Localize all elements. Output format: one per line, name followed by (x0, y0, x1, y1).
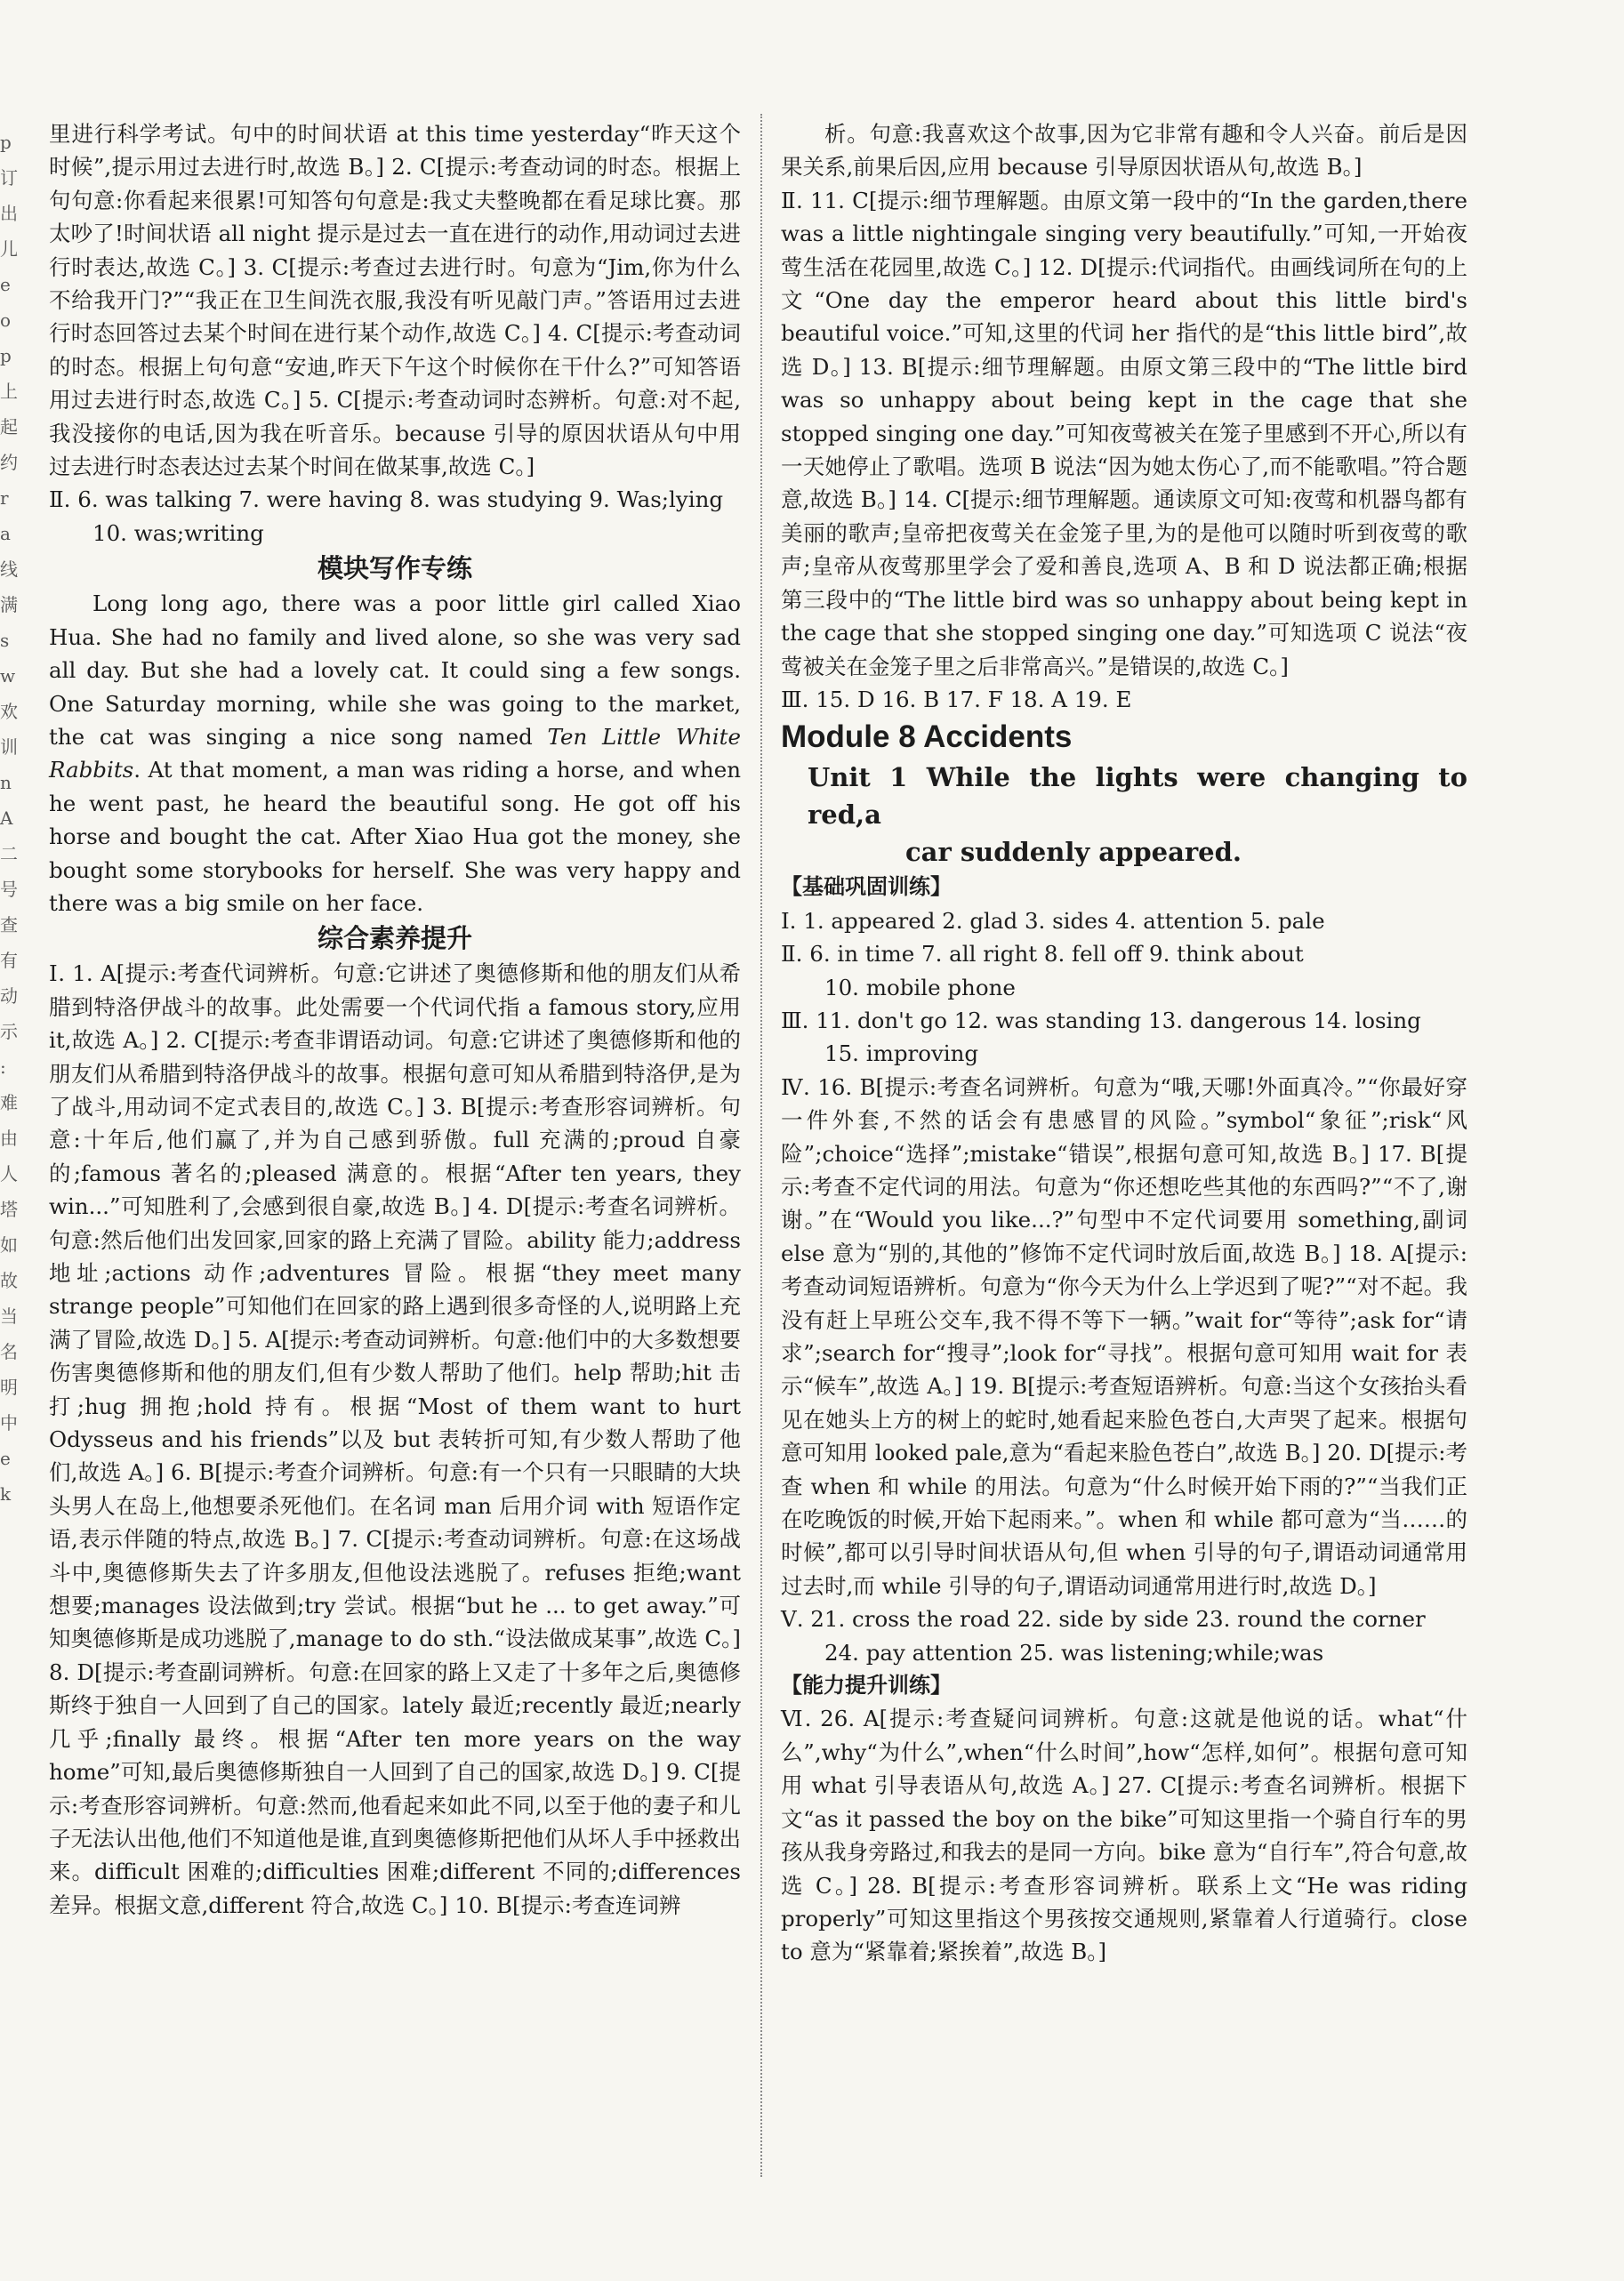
page-edge-text: p 订 出 儿 e o p 上 起 约 r a 线 满 s w 欢 训 n A 二 号 查 有 动 示 : 难 由 人 塔 如 故 当 名 明 中 e k (0, 132, 18, 1505)
answer-line: Ⅱ. 6. in time 7. all right 8. fell off 9. think about (781, 941, 1304, 968)
module-title: Module 8 Accidents (781, 719, 1073, 755)
answer-line: 15. improving (824, 1040, 979, 1067)
answer-line: 10. mobile phone (824, 974, 1016, 1000)
answer-paragraph: Ⅵ. 26. A[提示:考查疑问词辨析。句意:这就是他说的话。what“什么”,why“为什么”,when“什么时间”,how“怎样,如何”。根据句意可知用 what 引导表语从句,故选 A。] 27. C[提示:考查名词辨析。根据下文“as it passed the boy on the bike”可知这里指一个骑自行车的男孩从我身旁路过,和我去的是同一方向。bike 意为“自行车”,符合句意,故选 C。] 28. B[提示:考查形容词辨析。联系上文“He was riding properly”可知这里指这个男孩按交通规则,紧靠着人行道骑行。close to 意为“紧靠着;紧挨着”,故选 B。] (781, 1706, 1467, 1965)
writing-sample (49, 587, 741, 920)
section-heading-writing: 模块写作专练 (317, 553, 472, 584)
answer-line: Ⅲ. 15. D 16. B 17. F 18. A 19. E (781, 686, 1132, 712)
unit-title-continued: car suddenly appeared. (905, 837, 1242, 868)
writing-text: Long long ago, there was a poor little girl called Xiao Hua. She had no family and lived alone, so she was very sad all day. But she had a lovely cat. It could sing a few songs. One Saturday morning, while she was going to the market, the cat was singing a nice song named (49, 590, 741, 750)
answer-paragraph: Ⅳ. 16. B[提示:考查名词辨析。句意为“哦,天哪!外面真冷。”“你最好穿一件外套,不然的话会有患感冒的风险。”symbol“象征”;risk“风险”;choice“选择”;mistake“错误”,根据句意可知,故选 B。] 17. B[提示:考查不定代词的用法。句意为“你还想吃些其他的东西吗?”“不了,谢谢。”在“Would you like...?”句型中不定代词要用 something,副词 else 意为“别的,其他的”修饰不定代词时放后面,故选 B。] 18. A[提示:考查动词短语辨析。句意为“你今天为什么上学迟到了呢?”“对不起。我没有赶上早班公交车,我不得不等下一辆。”wait for“等待”;ask for“请求”;search for“搜寻”;look for“寻找”。根据句意可知用 wait for 表示“候车”,故选 A。] 19. B[提示:考查短语辨析。句意:当这个女孩抬头看见在她头上方的树上的蛇时,她看起来脸色苍白,大声哭了起来。根据句意可知用 looked pale,意为“看起来脸色苍白”,故选 B。] 20. D[提示:考查 when 和 while 的用法。句意为“什么时候开始下雨的?”“当我们正在吃晚饭的时候,开始下起雨来。”。when 和 while 都可意为“当……的时候”,都可以引导时间状语从句,但 when 引导的句子,谓语动词通常用过去时,而 while 引导的句子,谓语动词通常用进行时,故选 D。] (781, 1073, 1467, 1599)
unit-title: Unit 1 While the lights were changing to red,a (808, 762, 1467, 831)
answer-line: Ⅰ. 1. appeared 2. glad 3. sides 4. attention 5. pale (781, 907, 1325, 934)
answer-paragraph: Ⅰ. 1. A[提示:考查代词辨析。句意:它讲述了奥德修斯和他的朋友们从希腊到特洛伊战斗的故事。此处需要一个代词代指 a famous story,应用 it,故选 A。] 2. C[提示:考查非谓语动词。句意:它讲述了奥德修斯和他的朋友们从希腊到特洛伊战斗的故事。根据句意可知从希腊到特洛伊,是为了战斗,用动词不定式表目的,故选 C。] 3. B[提示:考查形容词辨析。句意:十年后,他们赢了,并为自己感到骄傲。full 充满的;proud 自豪的;famous 著名的;pleased 满意的。根据“After ten years, they win...”可知胜利了,会感到很自豪,故选 B。] 4. D[提示:考查名词辨析。句意:然后他们出发回家,回家的路上充满了冒险。ability 能力;address 地址;actions 动作;adventures 冒险。根据“they meet many strange people”可知他们在回家的路上遇到很多奇怪的人,说明路上充满了冒险,故选 D。] 5. A[提示:考查动词辨析。句意:他们中的大多数想要伤害奥德修斯和他的朋友们,但有少数人帮助了他们。help 帮助;hit 击打;hug 拥抱;hold 持有。根据“Most of them want to hurt Odysseus and his friends”以及 but 表转折可知,有少数人帮助了他们,故选 A。] 6. B[提示:考查介词辨析。句意:有一个只有一只眼睛的大块头男人在岛上,他想要杀死他们。在名词 man 后用介词 with 短语作定语,表示伴随的特点,故选 B。] 7. C[提示:考查动词辨析。句意:在这场战斗中,奥德修斯失去了许多朋友,但他设法逃脱了。refuses 拒绝;want 想要;manages 设法做到;try 尝试。根据“but he ... to get away.”可知奥德修斯是成功逃脱了,manage to do sth.“设法做成某事”,故选 C。] 8. D[提示:考查副词辨析。句意:在回家的路上又走了十多年之后,奥德修斯终于独自一人回到了自己的国家。lately 最近;recently 最近;nearly 几乎;finally 最终。根据“After ten more years on the way home”可知,最后奥德修斯独自一人回到了自己的国家,故选 D。] 9. C[提示:考查形容词辨析。句意:然而,他看起来如此不同,以至于他的妻子和儿子无法认出他,他们不知道他是谁,直到奥德修斯把他们从坏人手中拯救出来。difficult 困难的;difficulties 困难;different 不同的;differences 差异。根据文意,different 符合,故选 C。] 10. B[提示:考查连词辨 (49, 960, 741, 1918)
right-column (781, 117, 1467, 1969)
answer-paragraph: Ⅱ. 11. C[提示:细节理解题。由原文第一段中的“In the garden,there was a little nightingale singing very beautifully.”可知,一开始夜莺生活在花园里,故选 C。] 12. D[提示:代词指代。由画线词所在句的上文“One day the emperor heard about this little bird's beautiful voice.”可知,这里的代词 her 指代的是“this little bird”,故选 D。] 13. B[提示:细节理解题。由原文第三段中的“The little bird was so unhappy about being kept in the cage that she stopped singing one day.”可知夜莺被关在笼子里感到不开心,所以有一天她停止了歌唱。选项 B 说法“因为她太伤心了,而不能歌唱。”符合题意,故选 B。] 14. C[提示:细节理解题。通读原文可知:夜莺和机器鸟都有美丽的歌声;皇帝把夜莺关在金笼子里,为的是他可以随时听到夜莺的歌声;皇帝从夜莺那里学会了爱和善良,选项 A、B 和 D 说法都正确;根据第三段中的“The little bird was so unhappy about being kept in the cage that she stopped singing one day.”可知选项 C 说法“夜莺被关在金笼子里之后非常高兴。”是错误的,故选 C。] (781, 187, 1467, 679)
answer-paragraph: 析。句意:我喜欢这个故事,因为它非常有趣和令人兴奋。前后是因果关系,前果后因,应用 because 引导原因状语从句,故选 B。] (781, 121, 1467, 181)
answer-line: Ⅴ. 21. cross the road 22. side by side 23. round the corner (781, 1606, 1426, 1633)
column-divider (760, 114, 762, 2177)
answer-paragraph: 里进行科学考试。句中的时间状语 at this time yesterday“昨天这个时候”,提示用过去进行时,故选 B。] 2. C[提示:考查动词的时态。根据上句句意:你看起来很累!可知答句句意是:我丈夫整晚都在看足球比赛。那太吵了!时间状语 all night 提示是过去一直在进行的动作,用动词过去进行时表达,故选 C。] 3. C[提示:考查过去进行时。句意为“Jim,你为什么不给我开门?”“我正在卫生间洗衣服,我没有听见敲门声。”答语用过去进行时态回答过去某个时间在进行某个动作,故选 C。] 4. C[提示:考查动词的时态。根据上句句意“安迪,昨天下午这个时候你在干什么?”可知答语用过去进行时态,故选 C。] 5. C[提示:考查动词时态辨析。句意:对不起,我没接你的电话,因为我在听音乐。because 引导的原因状语从句中用过去进行时态表达过去某个时间在做某事,故选 C。] (49, 121, 741, 480)
writing-text: . At that moment, a man was riding a horse, and when he went past, he heard the beautiful song. He got off his horse and bought the cat. After Xiao Hua got the money, she bought some storybooks for herself. She was very happy and there was a big smile on her face. (49, 757, 741, 916)
section-label-advanced: 【能力提升训练】 (781, 1673, 952, 1699)
section-heading-comprehensive: 综合素养提升 (317, 923, 472, 954)
answer-line: 24. pay attention 25. was listening;while;was (824, 1639, 1324, 1666)
answer-line: Ⅲ. 11. don't go 12. was standing 13. dangerous 14. losing (781, 1007, 1421, 1033)
song-title: Ten Little White Rabbits (49, 723, 741, 783)
answer-line: 10. was;writing (92, 519, 264, 546)
left-column (49, 117, 741, 1922)
section-label-basic: 【基础巩固训练】 (781, 874, 952, 900)
answer-line: Ⅱ. 6. was talking 7. were having 8. was studying 9. Was;lying (49, 486, 724, 513)
